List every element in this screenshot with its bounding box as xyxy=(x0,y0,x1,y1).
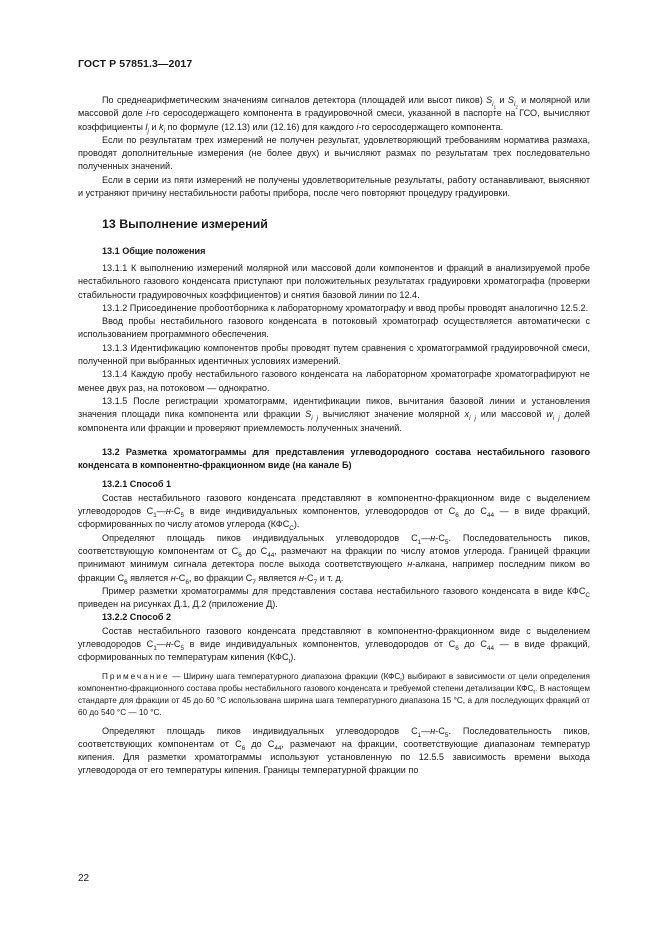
note: Примечание — Ширину шага температурного диапазона фракции $(КФС_t)$ выбирают в зависимости от цели определения компонентно-фракционного состава пробы нестабильного газового конденсата и требуемой степени детализации $КФС_t$. В настоящем стандарте для фракции от 45 до 60 °С использована ширина шага температурного диапазона 15 °С, а для последующих фракций от 60 до 540 °С — 10 °С. xyxy=(78,671,590,717)
section-heading: 13 Выполнение измерений xyxy=(102,217,268,232)
paragraph: Если в серии из пяти измерений не получены удовлетворительные результаты, работу останавливают, выясняют и устраняют причину нестабильности работы прибора, после чего повторяют процедуру градуировки. xyxy=(78,174,590,199)
paragraph: Если по результатам трех измерений не получен результат, удовлетворяющий требованиям норматива размаха, проводят дополнительные измерения (не более двух) и вычисляют размах по результатам трех последовательно полученных значений. xyxy=(78,134,590,172)
paragraph: По среднеарифметическим значениям сигналов детектора (площадей или высот пиков) $S_{i_1}$ и $S_{i_2}$ и молярной или массовой доле i-го серосодержащего компонента в градуировочной смеси, указанной в паспорте на ГСО, вычисляют коэффициенты $l_j$ и $k_i$ по формуле (12.13) или (12.16) для каждого i-го серосодержащего компонента. xyxy=(78,95,591,135)
paragraph: 13.1.1 К выполнению измерений молярной или массовой доли компонентов и фракций в анализируемой пробе нестабильного газового конденсата приступают при положительных результатах градуировки хроматографа (проверки стабильности градуировочных коэффициентов) и снятия базовой линии по 12.4. xyxy=(78,262,590,300)
paragraph: 13.1.5 После регистрации хроматограмм, идентификации пиков, вычитания базовой линии и установления значения площади пика компонента или фракции $S_{i j}$ вычисляют значение молярной $x_{i j}$ или массовой $w_{i j}$ долей компонента или фракции и проверяют приемлемость полученных значений. xyxy=(78,395,591,433)
paragraph: Состав нестабильного газового конденсата представляют в компонентно-фракционном виде с выделением углеводородов $C_1—н-C_5$ в виде индивидуальных компонентов, углеводородов от $C_6$ до $C_{44}$ — в виде фракций, сформированных по температурам кипения $(КФС_t)$. xyxy=(78,625,590,666)
page-number: 22 xyxy=(78,873,90,884)
paragraph: 13.1.3 Идентификацию компонентов пробы проводят путем сравнения с хроматограммой градуировочной смеси, полученной при выбранных идентичных условиях измерений. xyxy=(78,342,590,367)
standard-header: ГОСТ Р 57851.3—2017 xyxy=(78,58,193,70)
paragraph: Состав нестабильного газового конденсата представляют в компонентно-фракционном виде с выделением углеводородов $C_1—н-C_5$ в виде индивидуальных компонентов, углеводородов от $C_6$ до $C_{44}$ — в виде фракций, сформированных по числу атомов углерода $(КФС_С)$. xyxy=(78,492,590,533)
paragraph: Пример разметки хроматограммы для представления состава нестабильного газового конденсата в виде $КФС_С$ приведен на рисунках Д.1, Д.2 (приложение Д). xyxy=(78,585,590,610)
paragraph: Определяют площадь пиков индивидуальных углеводородов $C_1—н-C_5$. Последовательность пиков, соответствующих компонентам от $C_6$ до $C_{44}$, размечают на фракции, соответствующие диапазонам температур кипения. Для разметки хроматограммы используют установленную по 12.5.5 зависимость времени выхода углеводорода от его температуры кипения. Границы температурной фракции по xyxy=(78,725,591,776)
subsection-heading: 13.2 Разметка хроматограммы для представления углеводородного состава нестабильного газового конденсата в компонентно-фракционном виде (на канале Б) xyxy=(78,446,590,471)
subsection-heading: 13.1 Общие положения xyxy=(102,245,206,256)
paragraph: 13.1.2 Присоединение пробоотборника к лабораторному хроматографу и ввод пробы проводят аналогично 12.5.2. xyxy=(102,302,589,313)
paragraph: 13.1.4 Каждую пробу нестабильного газового конденсата на лабораторном хроматографе хроматографируют не менее двух раз, на потоковом — однократно. xyxy=(78,369,590,393)
paragraph: Ввод пробы нестабильного газового конденсата в потоковый хроматограф осуществляется автоматически с использованием программного обеспечения. xyxy=(78,316,590,340)
document-body xyxy=(78,94,590,778)
method-heading: 13.2.2 Способ 2 xyxy=(102,612,172,623)
method-heading: 13.2.1 Способ 1 xyxy=(102,479,172,490)
paragraph: Определяют площадь пиков индивидуальных углеводородов $C_1—н-C_5$. Последовательность пиков, соответствующую компонентам от $C_6$ до $C_{44}$, размечают на фракции по числу атомов углерода. Границей фракции принимают минимум сигнала детектора после выхода соответствующего н-алкана, например последним пиком во фракции $C_6$ является $н-C_6$, во фракции $C_7$ является $н-C_7$ и т. д. xyxy=(78,532,590,586)
